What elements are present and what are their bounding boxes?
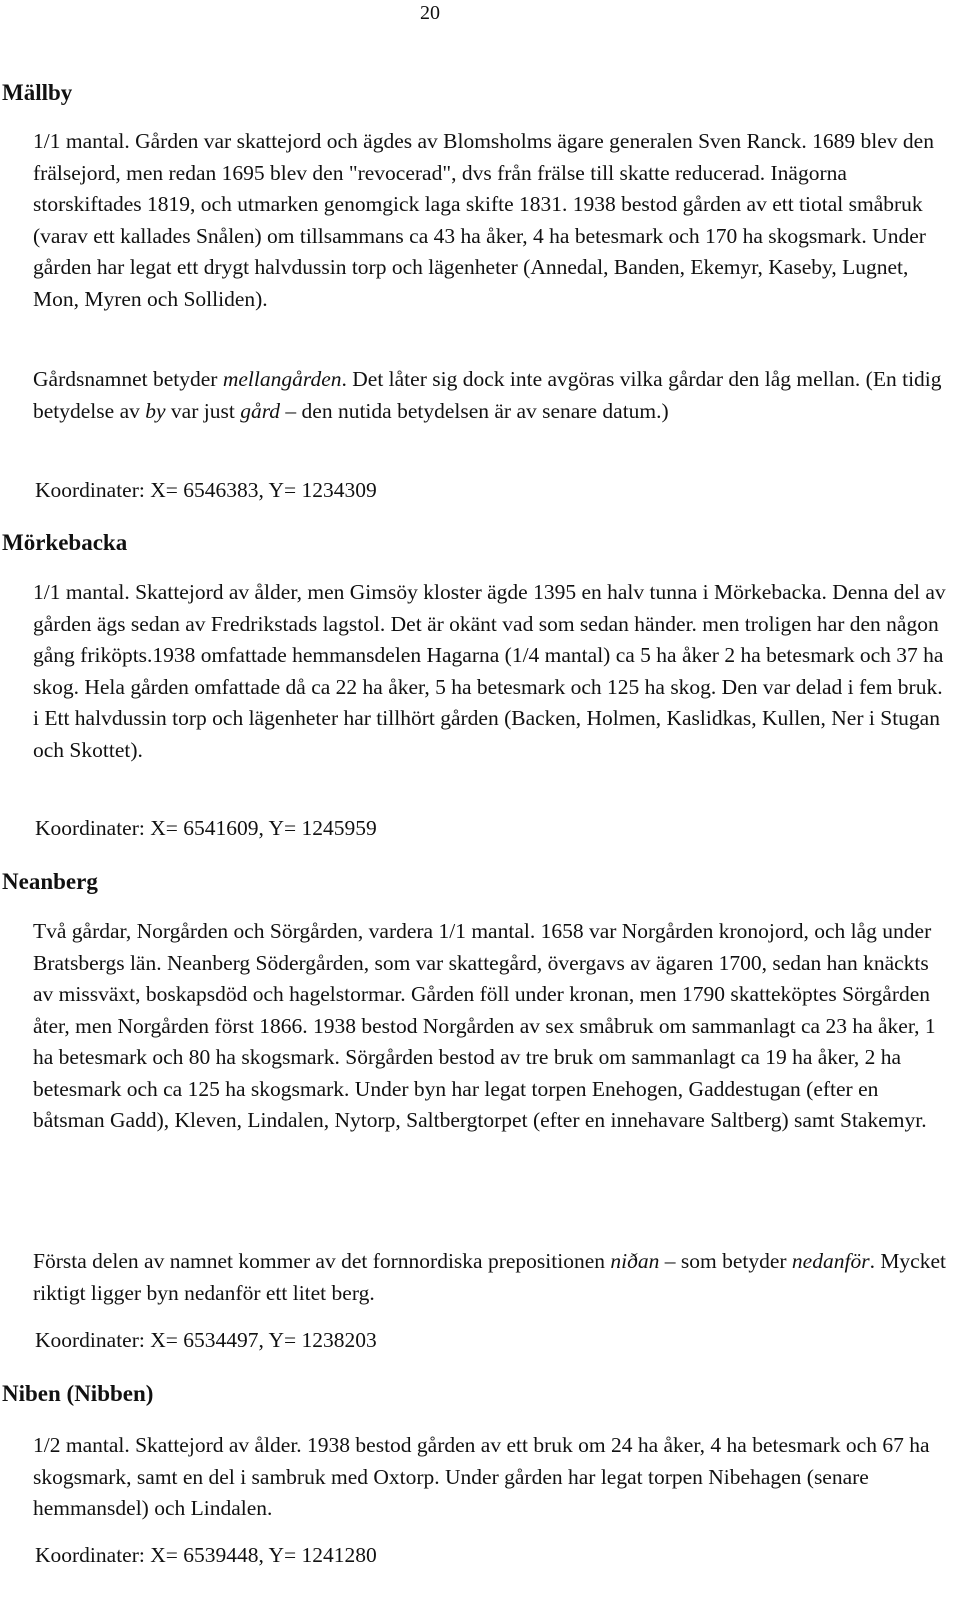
neanberg-coordinates: Koordinater: X= 6534497, Y= 1238203 [35, 1328, 377, 1352]
neanberg-paragraph-1: Två gårdar, Norgården och Sörgården, vardera 1/1 mantal. 1658 var Norgården kronojord, och låg under Bratsbergs län. Neanberg Södergården, som var skattegård, övergavs av ägaren 1700, sedan han knäckts av missväxt, boskapsdöd och hagelstormar. Gården föll under kronan, men 1790 skatteköptes Sörgården åter, men Norgården först 1866. 1938 bestod Norgården av sex småbruk om sammanlagt ca 23 ha åker, 1 ha betesmark och 80 ha skogsmark. Sörgården bestod av tre bruk om sammanlagt ca 19 ha åker, 2 ha betesmark och ca 125 ha skogsmark. Under byn har legat torpen Enehogen, Gaddestugan (efter en båtsman Gadd), Kleven, Lindalen, Nytorp, Saltbergtorpet (efter en innehavare Saltberg) samt Stakemyr. [33, 919, 936, 1132]
niben-paragraph-1: 1/2 mantal. Skattejord av ålder. 1938 bestod gården av ett bruk om 24 ha åker, 4 ha betesmark och 67 ha skogsmark, samt en del i sambruk med Oxtorp. Under gården har legat torpen Nibehagen (senare hemmansdel) och Lindalen. [33, 1433, 930, 1520]
mallby-emphasis-by: by [145, 398, 166, 423]
section-heading-neanberg: Neanberg [2, 869, 98, 894]
mallby-emphasis-mellangarden: mellangården [222, 367, 342, 391]
morkebacka-coordinates: Koordinater: X= 6541609, Y= 1245959 [35, 816, 377, 840]
neanberg-emphasis-nidan: niðan [610, 1249, 660, 1273]
morkebacka-paragraph-1: 1/1 mantal. Skattejord av ålder, men Gimsöy kloster ägde 1395 en halv tunna i Mörkebacka. Denna del av gården ägs sedan av Fredrikstads lagstol. Det är okänt vad som sedan händer. men troligen har den någon gång friköpts.1938 omfattade hemmansdelen Hagarna (1/4 mantal) ca 5 ha åker 2 ha betesmark och 37 ha skog. Hela gården omfattade då ca 22 ha åker, 5 ha betesmark och 125 ha skog. Den var delad i fem bruk. i Ett halvdussin torp och lägenheter har tillhört gården (Backen, Holmen, Kaslidkas, Kullen, Ner i Stugan och Skottet). [33, 580, 946, 762]
page-number: 20 [420, 2, 440, 24]
section-heading-niben: Niben (Nibben) [2, 1381, 154, 1406]
section-heading-morkebacka: Mörkebacka [2, 530, 128, 555]
neanberg-paragraph-2: Första delen av namnet kommer av det fornnordiska prepositionen niðan – som betyder nedanför. Mycket riktigt ligger byn nedanför ett litet berg. [33, 1249, 946, 1305]
mallby-emphasis-gard: gård [240, 398, 281, 423]
mallby-coordinates: Koordinater: X= 6546383, Y= 1234309 [35, 478, 377, 502]
niben-coordinates: Koordinater: X= 6539448, Y= 1241280 [35, 1543, 377, 1567]
mallby-paragraph-2: Gårdsnamnet betyder mellangården. Det låter sig dock inte avgöras vilka gårdar den låg mellan. (En tidig betydelse av by var just gård – den nutida betydelsen är av senare datum.) [33, 367, 942, 423]
mallby-paragraph-1: 1/1 mantal. Gården var skattejord och ägdes av Blomsholms ägare generalen Sven Ranck. 1689 blev den frälsejord, men redan 1695 blev den "revocerad", dvs från frälse till skatte reducerad. Inägorna storskiftades 1819, och utmarken genomgick laga skifte 1831. 1938 bestod gården av ett tiotal småbruk (varav ett kallades Snålen) om tillsammans ca 43 ha åker, 4 ha betesmark och 170 ha skogsmark. Under gården har legat ett drygt halvdussin torp och lägenheter (Annedal, Banden, Ekemyr, Kaseby, Lugnet, Mon, Myren och Solliden). [33, 129, 934, 311]
neanberg-emphasis-nedanfor: nedanför [791, 1249, 870, 1273]
section-heading-mallby: Mällby [2, 80, 73, 105]
